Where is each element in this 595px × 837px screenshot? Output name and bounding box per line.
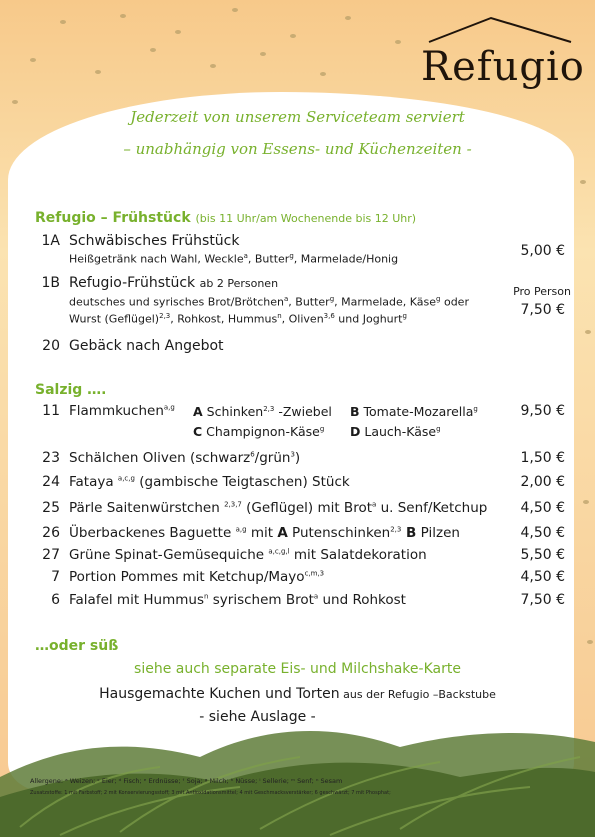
item-price: 7,50 € bbox=[520, 592, 565, 608]
item-number: 27 bbox=[42, 547, 60, 563]
allergens-note: Allergene: ᵃ Weizen; ᶜ Eier; ᵈ Fisch; ᵉ Erdnüsse; ᶠ Soja; ᵍ Milch; ʰ Nüsse; ˡ Sellerie; ᵐ Senf; ⁿ Sesam bbox=[30, 777, 343, 785]
item-name: Fataya $^{a,c,g}$ (gambische Teigtaschen) Stück bbox=[69, 474, 350, 490]
item-price: 4,50 € bbox=[520, 525, 565, 541]
item-number: 11 bbox=[42, 403, 60, 419]
option-a: A Schinken$^{2,3}$ -Zwiebel bbox=[193, 404, 332, 419]
item-number: 23 bbox=[42, 450, 60, 466]
item-name: Grüne Spinat-Gemüsequiche $^{a,c,g,l}$ mit Salatdekoration bbox=[69, 547, 427, 563]
item-name: Gebäck nach Angebot bbox=[69, 338, 224, 354]
item-price: 7,50 € bbox=[520, 302, 565, 318]
option-d: D Lauch-Käse$^g$ bbox=[350, 424, 441, 439]
logo-text: Refugio bbox=[421, 44, 585, 90]
item-name: Falafel mit Hummus$^n$ syrischem Brot$^a$ und Rohkost bbox=[69, 592, 406, 608]
item-name: Schwäbisches Frühstück bbox=[69, 233, 240, 249]
option-b: B Tomate-Mozarella$^g$ bbox=[350, 404, 478, 419]
item-name: Flammkuchen$^{a,g}$ bbox=[69, 403, 175, 419]
item-number: 20 bbox=[42, 338, 60, 354]
item-name: Überbackenes Baguette $^{a,g}$ mit A Putenschinken$^{2,3}$ B Pilzen bbox=[69, 525, 460, 541]
item-price: 4,50 € bbox=[520, 569, 565, 585]
item-price: 1,50 € bbox=[520, 450, 565, 466]
item-number: 25 bbox=[42, 500, 60, 516]
item-number: 26 bbox=[42, 525, 60, 541]
item-description: deutsches und syrisches Brot/Brötchen$^a$, Butter$^g$, Marmelade, Käse$^g$ oder bbox=[69, 295, 469, 309]
item-number: 7 bbox=[51, 569, 60, 585]
item-price: 9,50 € bbox=[520, 403, 565, 419]
item-price: 5,00 € bbox=[520, 243, 565, 259]
item-price: 4,50 € bbox=[520, 500, 565, 516]
per-person-label: Pro Person bbox=[513, 285, 571, 298]
item-description: Heißgetränk nach Wahl, Weckle$^a$, Butter$^g$, Marmelade/Honig bbox=[69, 252, 399, 266]
item-name: Refugio-Frühstück ab 2 Personen bbox=[69, 275, 279, 291]
additives-note: Zusatzstoffe: 1 mit Farbstoff; 2 mit Konservierungsstoff; 3 mit Antioxidationsmittel; 4 mit Geschmacksverstärker; 6 geschwärzt; 7 mit Phosphat; bbox=[30, 790, 391, 796]
item-number: 24 bbox=[42, 474, 60, 490]
refugio-logo bbox=[421, 12, 585, 98]
item-number: 1B bbox=[41, 275, 60, 291]
item-name: Schälchen Oliven (schwarz$^6$/grün$^3$) bbox=[69, 450, 301, 466]
item-number: 1A bbox=[41, 233, 60, 249]
sweet-title: …oder süß bbox=[35, 638, 119, 654]
banner-line-1: Jederzeit von unserem Serviceteam serviert bbox=[130, 108, 465, 126]
item-number: 6 bbox=[51, 592, 60, 608]
item-name: Portion Pommes mit Ketchup/Mayo$^{c,m,3}$ bbox=[69, 569, 325, 585]
item-description: Wurst (Geflügel)$^{2,3}$, Rohkost, Hummus$^n$, Oliven$^{3,6}$ und Joghurt$^g$ bbox=[69, 312, 407, 326]
option-c: C Champignon-Käse$^g$ bbox=[193, 424, 325, 439]
item-price: 2,00 € bbox=[520, 474, 565, 490]
banner-line-2: – unabhängig von Essens- und Küchenzeiten - bbox=[123, 140, 472, 158]
savory-title: Salzig …. bbox=[35, 382, 107, 398]
sweet-line-3: - siehe Auslage - bbox=[199, 709, 316, 725]
sweet-line-2: Hausgemachte Kuchen und Torten aus der Refugio –Backstube bbox=[99, 686, 496, 702]
item-price: 5,50 € bbox=[520, 547, 565, 563]
sweet-line-1: siehe auch separate Eis- und Milchshake-Karte bbox=[134, 661, 461, 677]
item-name: Pärle Saitenwürstchen $^{2,3,7}$ (Geflügel) mit Brot$^a$ u. Senf/Ketchup bbox=[69, 500, 488, 516]
breakfast-title: Refugio – Frühstück (bis 11 Uhr/am Wochenende bis 12 Uhr) bbox=[35, 210, 417, 226]
